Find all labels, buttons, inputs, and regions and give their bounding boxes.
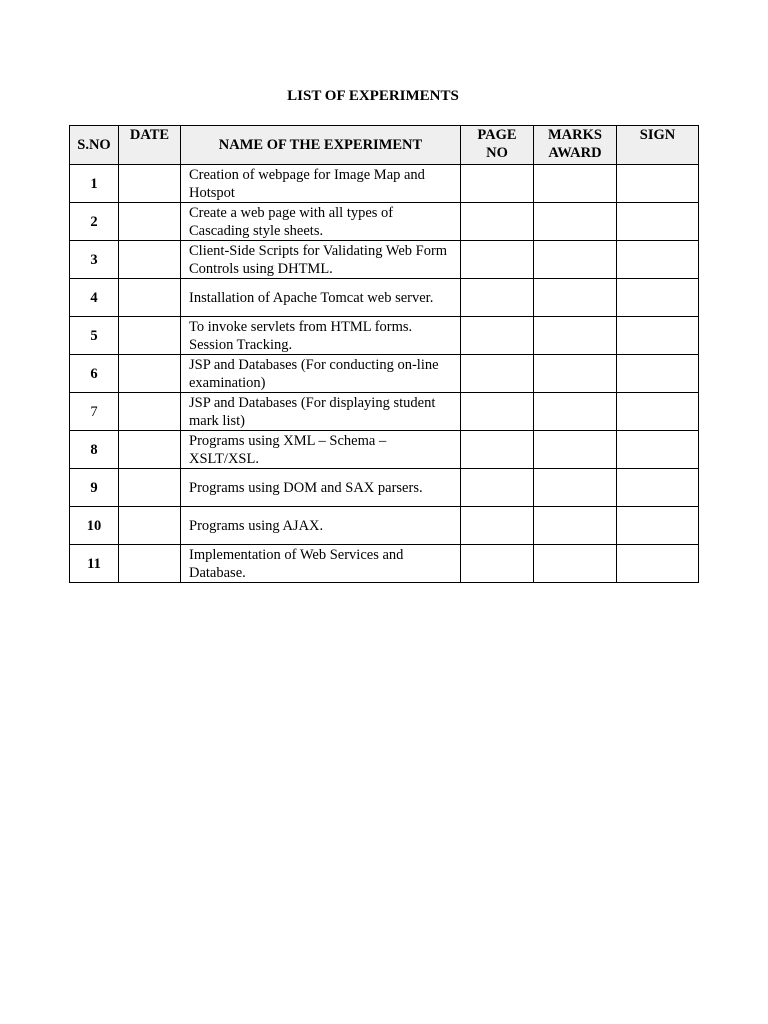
header-page-no [461,126,534,165]
cell-sno: 6 [70,355,119,393]
cell-sign [617,545,699,583]
cell-experiment-name: Implementation of Web Services and Database. [181,545,461,583]
header-page-line1: PAGE [477,127,517,143]
header-marks-award [534,126,617,165]
cell-experiment-name: Client-Side Scripts for Validating Web Form Controls using DHTML. [181,241,461,279]
cell-marks-award [534,469,617,507]
cell-page-no [461,545,534,583]
header-marks-line1: MARKS [548,127,602,143]
cell-sno: 8 [70,431,119,469]
cell-sno: 11 [70,545,119,583]
header-page-line2: NO [486,145,508,161]
cell-sno: 1 [70,165,119,203]
cell-experiment-name: Creation of webpage for Image Map and Hotspot [181,165,461,203]
cell-sno: 10 [70,507,119,545]
table-header-row [70,126,699,165]
cell-experiment-name: Installation of Apache Tomcat web server. [181,279,461,317]
cell-experiment-name: JSP and Databases (For conducting on-line examination) [181,355,461,393]
cell-marks-award [534,545,617,583]
cell-sno: 7 [70,393,119,431]
cell-sign [617,279,699,317]
cell-sign [617,355,699,393]
cell-experiment-name: Create a web page with all types of Cascading style sheets. [181,203,461,241]
table-row [70,545,699,583]
cell-marks-award [534,317,617,355]
cell-page-no [461,431,534,469]
cell-date [119,241,181,279]
cell-page-no [461,241,534,279]
cell-page-no [461,393,534,431]
table-row [70,203,699,241]
cell-marks-award [534,355,617,393]
cell-date [119,203,181,241]
table-row [70,431,699,469]
cell-sign [617,165,699,203]
cell-sign [617,431,699,469]
cell-sign [617,317,699,355]
cell-sign [617,241,699,279]
cell-page-no [461,203,534,241]
table-row [70,469,699,507]
cell-sno: 2 [70,203,119,241]
cell-page-no [461,165,534,203]
cell-date [119,469,181,507]
cell-date [119,317,181,355]
cell-date [119,431,181,469]
cell-sno: 3 [70,241,119,279]
cell-marks-award [534,241,617,279]
header-sign: SIGN [617,126,699,165]
cell-experiment-name: Programs using DOM and SAX parsers. [181,469,461,507]
header-date: DATE [119,126,181,165]
cell-page-no [461,355,534,393]
cell-date [119,545,181,583]
header-sno: S.NO [70,126,119,165]
cell-date [119,279,181,317]
cell-date [119,393,181,431]
cell-page-no [461,469,534,507]
cell-sign [617,203,699,241]
cell-marks-award [534,203,617,241]
cell-sno: 5 [70,317,119,355]
cell-marks-award [534,431,617,469]
cell-marks-award [534,507,617,545]
cell-marks-award [534,279,617,317]
table-row [70,241,699,279]
cell-experiment-name: Programs using AJAX. [181,507,461,545]
table-row [70,279,699,317]
experiments-table [69,125,699,583]
cell-sign [617,393,699,431]
table-row [70,165,699,203]
cell-sno: 4 [70,279,119,317]
table-row [70,355,699,393]
cell-date [119,355,181,393]
cell-marks-award [534,165,617,203]
page-title: LIST OF EXPERIMENTS [287,88,459,104]
cell-experiment-name: Programs using XML – Schema – XSLT/XSL. [181,431,461,469]
cell-experiment-name: JSP and Databases (For displaying student mark list) [181,393,461,431]
cell-date [119,507,181,545]
cell-date [119,165,181,203]
table-body [70,165,699,583]
header-experiment-name: NAME OF THE EXPERIMENT [181,126,461,165]
header-marks-line2: AWARD [548,145,602,161]
table-row [70,507,699,545]
cell-sign [617,469,699,507]
cell-page-no [461,279,534,317]
cell-marks-award [534,393,617,431]
cell-page-no [461,317,534,355]
table-row [70,393,699,431]
cell-experiment-name: To invoke servlets from HTML forms. Session Tracking. [181,317,461,355]
table-row [70,317,699,355]
cell-page-no [461,507,534,545]
cell-sno: 9 [70,469,119,507]
cell-sign [617,507,699,545]
